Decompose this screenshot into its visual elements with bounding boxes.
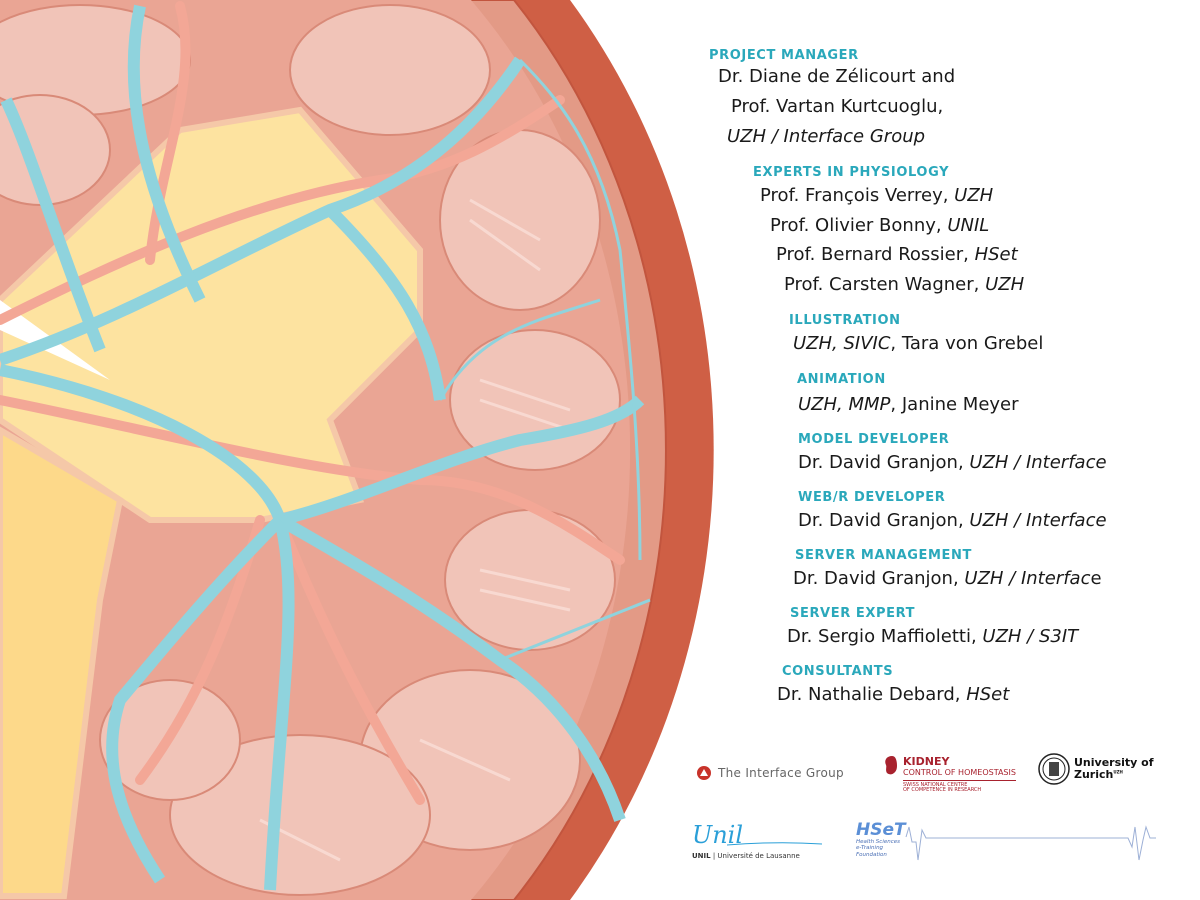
credit-text: e — [1090, 568, 1102, 589]
credit-name — [793, 568, 1102, 589]
credit-text: Dr. Nathalie Debard, — [777, 684, 967, 705]
logo-uzh[interactable] — [1038, 753, 1154, 785]
credit-affiliation: UZH — [954, 185, 994, 206]
credit-affiliation: UZH — [985, 274, 1025, 295]
kidney-logo-icon — [884, 756, 898, 776]
credit-text: , Tara von Grebel — [890, 333, 1044, 354]
credit-text: Dr. David Granjon, — [793, 568, 965, 589]
credit-text: , Janine Meyer — [890, 394, 1019, 415]
logo-interface-group[interactable] — [696, 765, 844, 781]
credit-affiliation: UNIL — [947, 215, 990, 236]
credit-affiliation: UZH / S3IT — [982, 626, 1079, 647]
credit-text: Dr. David Granjon, — [798, 452, 970, 473]
uzh-line1: University of — [1074, 755, 1154, 769]
kidney-subtitle: CONTROL OF HOMEOSTASIS — [903, 769, 1016, 781]
hset-line3: Foundation — [856, 851, 887, 858]
unil-caption-bold: UNIL — [692, 852, 711, 860]
heartbeat-line — [856, 822, 1156, 867]
credit-text: Prof. François Verrey, — [760, 185, 955, 206]
unil-caption: | Université de Lausanne — [710, 852, 800, 860]
credit-heading: CONSULTANTS — [782, 664, 894, 679]
credit-affiliation: HSet — [974, 244, 1018, 265]
credit-affiliation: UZH / Interface — [969, 510, 1107, 531]
credit-text: Dr. David Granjon, — [798, 510, 970, 531]
credit-heading: PROJECT MANAGER — [709, 48, 859, 63]
credit-name — [798, 394, 1019, 415]
credit-name — [798, 452, 1107, 473]
kidney-caption-2: OF COMPETENCE IN RESEARCH — [903, 787, 982, 793]
hset-title: HSeT — [856, 820, 906, 840]
credit-name — [793, 333, 1043, 354]
credit-heading: ANIMATION — [797, 372, 886, 387]
uzh-superscript: UZH — [1113, 769, 1123, 775]
interface-text: The Interface Group — [718, 766, 844, 780]
credit-heading: WEB/R DEVELOPER — [798, 490, 946, 505]
unil-swoosh — [727, 841, 827, 847]
credit-text: Prof. Vartan Kurtcuoglu, — [731, 96, 944, 117]
credit-text: Prof. Olivier Bonny, — [770, 215, 948, 236]
credit-text: Prof. Carsten Wagner, — [784, 274, 986, 295]
credit-heading: MODEL DEVELOPER — [798, 432, 950, 447]
credit-affiliation: UZH / Interfac — [964, 568, 1091, 589]
credit-text: Dr. Diane de Zélicourt and — [718, 66, 956, 87]
uzh-line2: Zurich — [1074, 768, 1114, 781]
credit-name — [727, 126, 925, 147]
credit-name — [770, 215, 989, 236]
logo-nccr-kidney[interactable] — [884, 756, 1016, 793]
credit-text: Prof. Bernard Rossier, — [776, 244, 975, 265]
logo-unil[interactable] — [692, 823, 800, 860]
credit-name — [784, 274, 1024, 295]
credit-name — [776, 244, 1018, 265]
credit-affiliation: UZH, SIVIC — [793, 333, 891, 354]
credit-heading: SERVER MANAGEMENT — [795, 548, 972, 563]
credit-text: Dr. Sergio Maffioletti, — [787, 626, 983, 647]
credit-affiliation: UZH / Interface — [969, 452, 1107, 473]
credit-name — [777, 684, 1009, 705]
credit-heading: SERVER EXPERT — [790, 606, 916, 621]
interface-triangle-icon — [696, 765, 712, 781]
credit-heading: ILLUSTRATION — [789, 313, 901, 328]
credit-affiliation: HSet — [966, 684, 1010, 705]
credit-name — [760, 185, 993, 206]
credit-name — [787, 626, 1078, 647]
logo-hset[interactable] — [856, 822, 1156, 867]
hset-line2: e-Training — [856, 845, 884, 852]
credit-affiliation: UZH, MMP — [798, 394, 891, 415]
credit-name — [718, 66, 955, 87]
kidney-title: KIDNEY — [903, 755, 950, 768]
credit-heading: EXPERTS IN PHYSIOLOGY — [753, 165, 950, 180]
credit-name — [798, 510, 1107, 531]
unil-script: Unil — [692, 821, 744, 849]
credit-affiliation: UZH / Interface Group — [727, 126, 926, 147]
uzh-seal-icon — [1038, 753, 1070, 785]
kidney-caption-1: SWISS NATIONAL CENTRE — [903, 782, 968, 788]
credit-name — [731, 96, 943, 117]
hset-line1: Health Sciences — [856, 839, 900, 845]
